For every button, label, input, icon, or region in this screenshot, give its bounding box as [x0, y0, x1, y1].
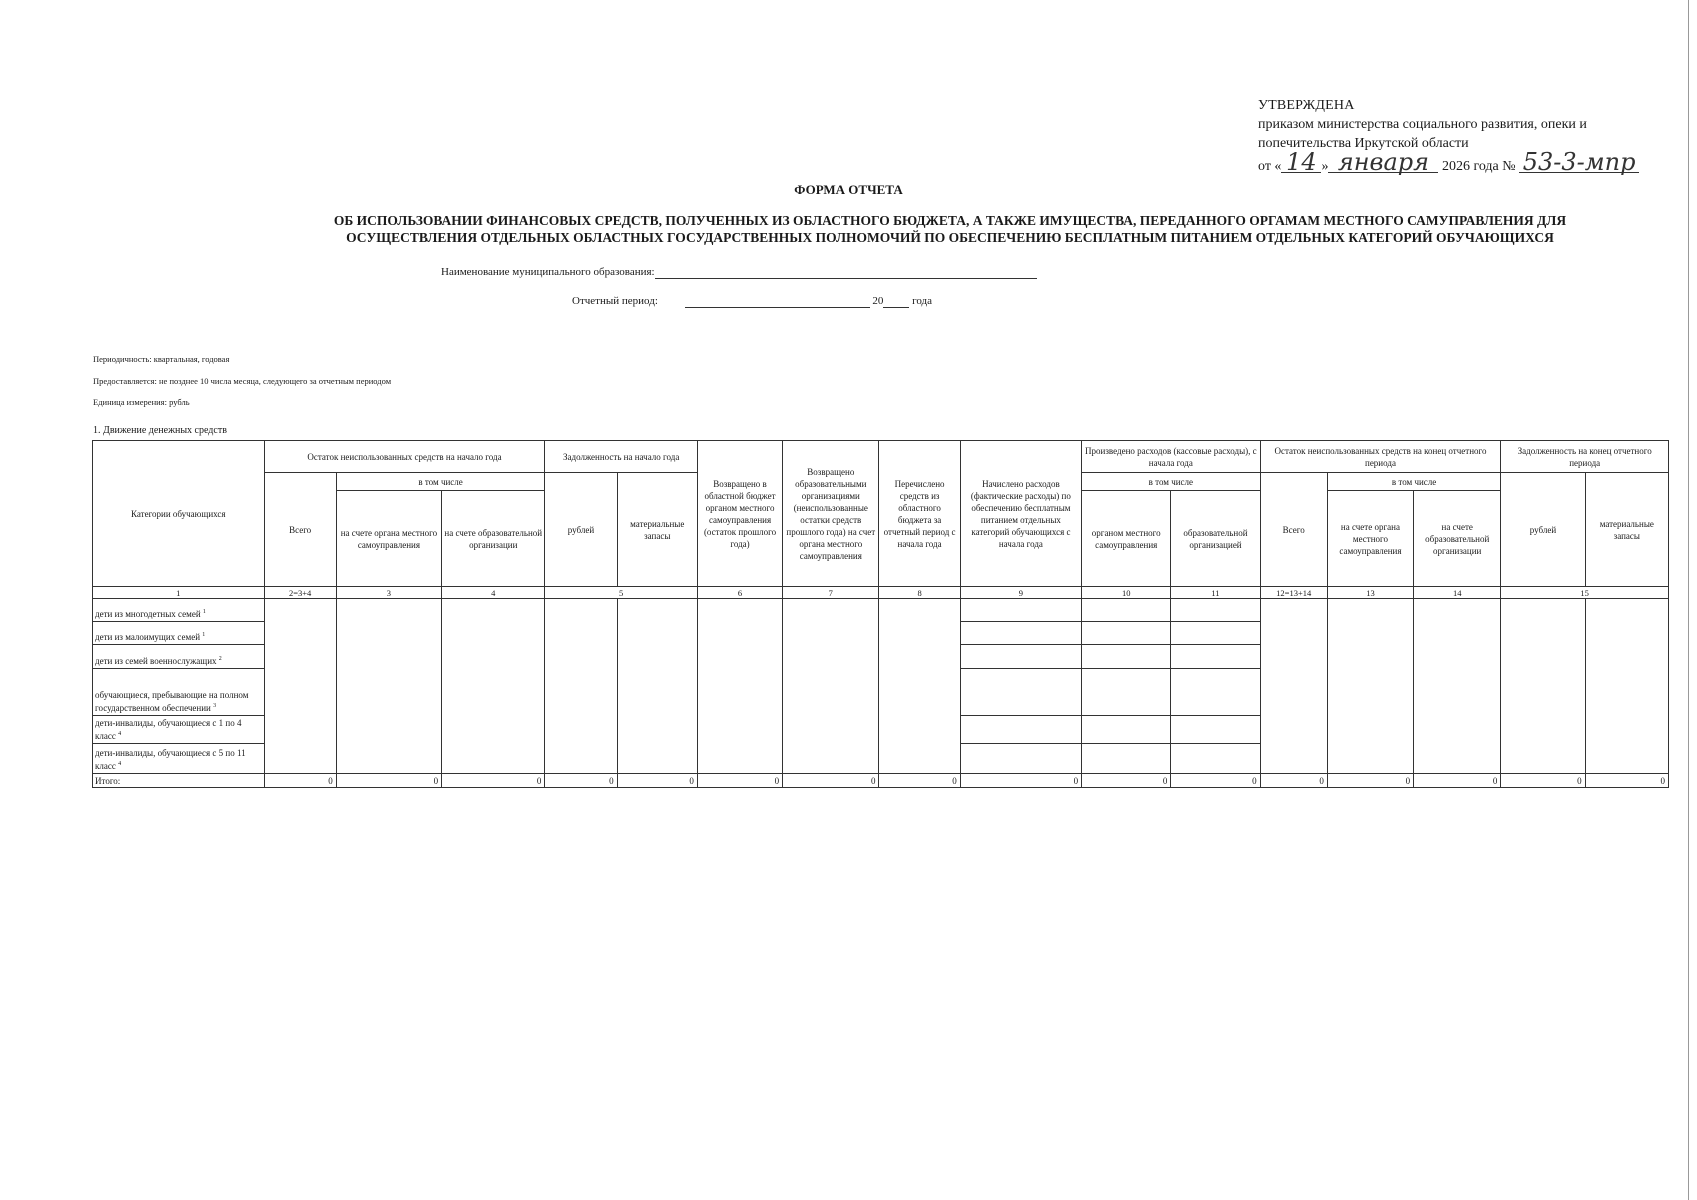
approval-line-1: приказом министерства социального развития, опеки и	[1258, 117, 1587, 132]
header-by-orgs: образовательной организацией	[1171, 491, 1260, 587]
period-input-line[interactable]	[685, 295, 870, 308]
page-edge-line	[1688, 0, 1689, 1200]
data-cell[interactable]	[442, 599, 545, 774]
col-number: 8	[879, 587, 960, 599]
row-category-label: обучающиеся, пребывающие на полном государственном обеспечении $^3$	[93, 669, 265, 716]
municipality-input-line[interactable]	[655, 266, 1037, 279]
header-rubles-start: рублей	[545, 473, 617, 587]
total-value: 0	[1260, 774, 1327, 788]
total-value: 0	[1171, 774, 1260, 788]
total-value: 0	[1082, 774, 1171, 788]
header-materials-start: материальные запасы	[617, 473, 697, 587]
col-number: 6	[697, 587, 782, 599]
total-row	[93, 774, 1669, 788]
data-cell[interactable]	[960, 645, 1081, 669]
table-row	[93, 599, 1669, 622]
data-cell[interactable]	[1082, 744, 1171, 774]
main-title-line-2: ОСУЩЕСТВЛЕНИЯ ОТДЕЛЬНЫХ ОБЛАСТНЫХ ГОСУДАРСТВЕННЫХ ПОЛНОМОЧИЙ ПО ОБЕСПЕЧЕНИЮ БЕСПЛАТНЫМ ПИТАНИЕМ ОТДЕЛЬНЫХ КАТЕГОРИЙ ОБУЧАЮЩИХСЯ	[346, 230, 1554, 245]
total-value: 0	[1501, 774, 1585, 788]
data-cell[interactable]	[1171, 716, 1260, 744]
row-category-label: дети из малоимущих семей $^1$	[93, 622, 265, 645]
row-category-label: дети из семей военнослужащих $^2$	[93, 645, 265, 669]
col-number: 15	[1501, 587, 1669, 599]
form-title: ФОРМА ОТЧЕТА	[794, 182, 903, 197]
section-title: 1. Движение денежных средств	[93, 425, 227, 436]
data-cell[interactable]	[1082, 645, 1171, 669]
main-title-line-1: ОБ ИСПОЛЬЗОВАНИИ ФИНАНСОВЫХ СРЕДСТВ, ПОЛУЧЕННЫХ ИЗ ОБЛАСТНОГО БЮДЖЕТА, А ТАКЖЕ ИМУЩЕСТВА, ПЕРЕДАННОГО ОРГАМАМ МЕСТНОГО САМУПРАВЛЕНИЯ ДЛЯ	[333, 213, 1567, 228]
header-category: Категории обучающихся	[93, 441, 265, 587]
header-remainder-start: Остаток неиспользованных средств на начало года	[264, 441, 545, 473]
data-cell[interactable]	[1082, 599, 1171, 622]
approval-from: от «	[1258, 159, 1282, 174]
data-cell[interactable]	[1171, 669, 1260, 716]
data-cell[interactable]	[545, 599, 617, 774]
approval-number: 53-3-мпр	[1519, 153, 1639, 173]
header-total-start: Всего	[264, 473, 336, 587]
data-cell[interactable]	[1082, 669, 1171, 716]
header-returned-orgs: Возвращено образовательными организациями (неиспользованные остатки средств прошлого года) на счет органа местного самоуправления	[783, 441, 879, 587]
row-category-label: дети-инвалиды, обучающиеся с 5 по 11 класс $^4$	[93, 744, 265, 774]
header-total-end: Всего	[1260, 473, 1327, 587]
header-accrued: Начислено расходов (фактические расходы) по обеспечению бесплатным питанием отдельных категорий обучающихся с начала года	[960, 441, 1081, 587]
main-title	[250, 212, 1650, 246]
data-cell[interactable]	[783, 599, 879, 774]
data-cell[interactable]	[1414, 599, 1501, 774]
header-materials-end: материальные запасы	[1585, 473, 1668, 587]
approval-month: января	[1328, 153, 1438, 173]
data-cell[interactable]	[617, 599, 697, 774]
total-value: 0	[879, 774, 960, 788]
header-by-lsg: органом местного самоуправления	[1082, 491, 1171, 587]
col-number: 5	[545, 587, 697, 599]
header-rubles-end: рублей	[1501, 473, 1585, 587]
header-including-start: в том числе	[336, 473, 545, 491]
data-cell[interactable]	[1260, 599, 1327, 774]
data-cell[interactable]	[336, 599, 441, 774]
header-including-spent: в том числе	[1082, 473, 1261, 491]
total-value: 0	[960, 774, 1081, 788]
report-table	[92, 440, 1669, 788]
header-spent: Произведено расходов (кассовые расходы), с начала года	[1082, 441, 1261, 473]
data-cell[interactable]	[960, 599, 1081, 622]
data-cell[interactable]	[264, 599, 336, 774]
col-number: 4	[442, 587, 545, 599]
col-number: 12=13+14	[1260, 587, 1327, 599]
data-cell[interactable]	[1082, 716, 1171, 744]
total-value: 0	[1414, 774, 1501, 788]
data-cell[interactable]	[960, 622, 1081, 645]
header-org-account-end: на счете образовательной организации	[1414, 491, 1501, 587]
header-debt-start: Задолженность на начало года	[545, 441, 697, 473]
deadline-note: Предоставляется: не позднее 10 числа месяца, следующего за отчетным периодом	[93, 376, 392, 386]
period-label: Отчетный период:	[572, 295, 658, 307]
municipality-field	[441, 266, 1037, 279]
approval-year-text: 2026 года №	[1441, 159, 1516, 174]
unit-note: Единица измерения: рубль	[93, 397, 190, 407]
col-number: 14	[1414, 587, 1501, 599]
col-number: 11	[1171, 587, 1260, 599]
period-year-prefix: 20	[872, 295, 884, 307]
col-number: 10	[1082, 587, 1171, 599]
col-number: 1	[93, 587, 265, 599]
total-value: 0	[1327, 774, 1413, 788]
periodicity-note: Периодичность: квартальная, годовая	[93, 354, 230, 364]
data-cell[interactable]	[1171, 599, 1260, 622]
approval-title: УТВЕРЖДЕНА	[1258, 98, 1355, 113]
total-value: 0	[617, 774, 697, 788]
col-number: 2=3+4	[264, 587, 336, 599]
header-transferred: Перечислено средств из областного бюджета за отчетный период с начала года	[879, 441, 960, 587]
data-cell[interactable]	[1171, 645, 1260, 669]
data-cell[interactable]	[1082, 622, 1171, 645]
data-cell[interactable]	[960, 669, 1081, 716]
header-including-end: в том числе	[1327, 473, 1501, 491]
total-value: 0	[697, 774, 782, 788]
data-cell[interactable]	[1585, 599, 1668, 774]
approval-block	[1258, 96, 1639, 176]
col-number: 9	[960, 587, 1081, 599]
col-number: 13	[1327, 587, 1413, 599]
total-value: 0	[545, 774, 617, 788]
data-cell[interactable]	[960, 744, 1081, 774]
total-value: 0	[783, 774, 879, 788]
header-lsg-account-end: на счете органа местного самоуправления	[1327, 491, 1413, 587]
approval-day: 14	[1281, 153, 1321, 173]
approval-mid: »	[1321, 159, 1329, 174]
row-category-label: дети-инвалиды, обучающиеся с 1 по 4 класс $^4$	[93, 716, 265, 744]
approval-date-line	[1258, 148, 1639, 176]
data-cell[interactable]	[879, 599, 960, 774]
header-remainder-end: Остаток неиспользованных средств на конец отчетного периода	[1260, 441, 1501, 473]
period-year-input[interactable]	[883, 295, 909, 308]
data-cell[interactable]	[1171, 622, 1260, 645]
period-field	[572, 295, 932, 308]
data-cell[interactable]	[1327, 599, 1413, 774]
column-number-row	[93, 587, 1669, 599]
municipality-label: Наименование муниципального образования:	[441, 266, 655, 278]
header-returned-regional: Возвращено в областной бюджет органом местного самоуправления (остаток прошлого года)	[697, 441, 782, 587]
data-cell[interactable]	[1501, 599, 1585, 774]
header-debt-end: Задолженность на конец отчетного периода	[1501, 441, 1669, 473]
header-lsg-account-start: на счете органа местного самоуправления	[336, 491, 441, 587]
total-label: Итого:	[93, 774, 265, 788]
col-number: 7	[783, 587, 879, 599]
data-cell[interactable]	[960, 716, 1081, 744]
row-category-label: дети из многодетных семей $^1$	[93, 599, 265, 622]
total-value: 0	[1585, 774, 1668, 788]
header-org-account-start: на счете образовательной организации	[442, 491, 545, 587]
approval-line-2: попечительства Иркутской области	[1258, 136, 1469, 151]
period-year-suffix: года	[912, 295, 933, 307]
col-number: 3	[336, 587, 441, 599]
data-cell[interactable]	[697, 599, 782, 774]
data-cell[interactable]	[1171, 744, 1260, 774]
total-value: 0	[336, 774, 441, 788]
total-value: 0	[264, 774, 336, 788]
total-value: 0	[442, 774, 545, 788]
